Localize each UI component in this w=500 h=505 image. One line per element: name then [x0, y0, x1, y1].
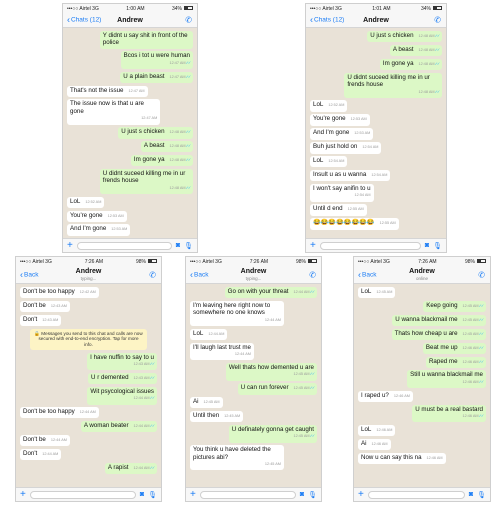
message-time: 12:48 AM ✓✓ [419, 62, 439, 66]
message-text: Y didnt u say shit in front of the police [102, 32, 188, 47]
contact-status: typing... [245, 276, 262, 281]
contact-title: Andrew [363, 16, 389, 24]
phone-icon[interactable]: ✆ [434, 15, 441, 25]
outgoing-message[interactable] [87, 353, 157, 371]
message-text: Don't be [23, 301, 46, 309]
message-text: LoL [361, 425, 372, 433]
incoming-message[interactable] [190, 411, 243, 422]
chat-screen-5 [353, 256, 491, 502]
incoming-message[interactable] [310, 156, 347, 167]
incoming-message[interactable] [358, 425, 395, 436]
phone-icon[interactable]: ✆ [185, 15, 192, 25]
message-time: 12:45 AM ✓✓ [229, 371, 314, 378]
message-time: 12:45 AM ✓✓ [463, 304, 483, 308]
incoming-message[interactable] [20, 407, 99, 418]
carrier-label: •••○○ Airtel 3G [20, 258, 52, 265]
battery-percent: 34% [171, 5, 182, 12]
outgoing-message[interactable] [392, 329, 486, 340]
message-text: U must be a real bastard [415, 405, 483, 413]
contact-name[interactable] [186, 268, 321, 281]
message-text: Raped me [428, 357, 458, 365]
camera-icon[interactable]: ◙ [468, 491, 474, 498]
incoming-message[interactable] [358, 453, 446, 464]
message-time: 12:47 AM ✓✓ [170, 75, 190, 79]
message-time: 12:53 AM [350, 117, 367, 122]
message-time: 12:48 AM ✓✓ [419, 48, 439, 52]
message-time: 12:52 AM [328, 103, 345, 108]
message-text: A beast [143, 142, 165, 150]
contact-title: Andrew [117, 16, 143, 24]
message-text: LoL [70, 197, 81, 205]
message-time: 12:48 AM ✓✓ [347, 89, 439, 96]
incoming-message[interactable] [67, 86, 148, 97]
battery-icon [477, 259, 486, 263]
message-time: 12:46 AM ✓✓ [410, 379, 483, 386]
contact-name[interactable] [306, 14, 446, 25]
message-time: 12:53 AM [111, 227, 128, 232]
chat-header [16, 266, 161, 284]
back-label: Chats (12) [314, 16, 345, 24]
incoming-message[interactable] [190, 397, 223, 408]
battery-indicator [296, 259, 317, 265]
message-text: Now u can say this na [361, 453, 422, 461]
composer-bar [63, 238, 197, 252]
battery-percent: 98% [135, 258, 146, 265]
mic-icon[interactable]: 🎙 [308, 491, 317, 499]
incoming-message[interactable] [190, 301, 284, 326]
outgoing-message[interactable] [426, 357, 486, 368]
chat-header [186, 266, 321, 284]
camera-icon[interactable]: ◙ [424, 242, 430, 249]
message-time: 12:43 AM ✓✓ [90, 361, 154, 368]
message-text: Im gone ya [133, 155, 165, 163]
message-text: I raped u? [361, 391, 389, 399]
outgoing-message[interactable] [226, 363, 317, 381]
message-text: Insult u as u wanna [313, 170, 367, 178]
message-text: And I'm gone [70, 225, 107, 233]
message-text: U didnt suceed killing me in ur frends house [347, 73, 430, 89]
message-input[interactable] [30, 491, 136, 499]
outgoing-message[interactable] [407, 370, 486, 388]
clock-time: 1:00 AM [126, 5, 145, 12]
battery-icon [184, 6, 193, 10]
back-label: Back [194, 271, 209, 278]
message-text: A rapist [107, 463, 129, 471]
message-time: 12:55 AM [347, 207, 364, 212]
outgoing-message[interactable] [131, 155, 193, 166]
incoming-message[interactable] [358, 439, 391, 450]
message-text: LoL [313, 101, 324, 109]
mic-icon[interactable]: 🎙 [477, 491, 486, 499]
incoming-message[interactable] [20, 449, 61, 460]
status-bar [63, 4, 197, 13]
message-text: Ai [193, 398, 199, 406]
contact-status: typing... [80, 276, 97, 281]
message-time: 12:44 AM [50, 437, 67, 442]
message-text: U a plain beast [123, 72, 165, 80]
phone-icon[interactable]: ✆ [309, 270, 316, 279]
message-text: Bcos i tot u were human [123, 52, 190, 60]
message-text: U r demented [91, 373, 129, 381]
contact-name[interactable] [354, 268, 490, 281]
battery-icon [308, 259, 317, 263]
message-time: 12:45 AM ✓✓ [463, 318, 483, 322]
outgoing-message[interactable] [100, 31, 193, 49]
outgoing-message[interactable] [423, 343, 486, 354]
incoming-message[interactable] [310, 184, 374, 202]
status-bar [16, 257, 161, 266]
battery-percent: 98% [295, 258, 306, 265]
message-text: Go on with your threat [227, 288, 289, 295]
message-text: Wit psycological issues [90, 387, 154, 395]
composer-bar [16, 487, 161, 501]
outgoing-message[interactable] [380, 59, 442, 70]
incoming-message[interactable] [310, 170, 390, 181]
incoming-message[interactable] [20, 287, 99, 298]
battery-icon [148, 259, 157, 263]
battery-percent: 34% [420, 5, 431, 12]
message-time: 12:44 AM ✓✓ [134, 466, 154, 470]
chat-header [306, 13, 446, 28]
outgoing-message[interactable] [100, 169, 193, 194]
phone-icon[interactable]: ✆ [149, 270, 156, 279]
message-text: Until d end [313, 205, 343, 213]
plus-icon[interactable]: + [310, 239, 316, 251]
outgoing-message[interactable] [238, 383, 317, 394]
message-input[interactable] [77, 242, 172, 250]
clock-time: 7:26 AM [418, 258, 437, 265]
contact-title: Andrew [409, 268, 435, 275]
message-time: 12:44 AM ✓✓ [134, 424, 154, 428]
outgoing-message[interactable] [225, 287, 317, 298]
incoming-message[interactable] [67, 224, 130, 235]
outgoing-message[interactable] [392, 315, 486, 326]
chat-screen-4 [185, 256, 322, 502]
message-time: 12:46 AM ✓✓ [463, 346, 483, 350]
chat-header [63, 13, 197, 28]
message-time: 12:53 AM [354, 131, 371, 136]
incoming-message[interactable] [310, 114, 370, 125]
message-time: 12:42 AM [79, 290, 96, 294]
message-text: Don't be too happy [23, 408, 75, 416]
outgoing-message[interactable] [81, 421, 157, 432]
clock-time: 7:26 AM [84, 258, 104, 265]
clock-time: 1:01 AM [372, 5, 391, 12]
chevron-left-icon: ‹ [67, 14, 70, 25]
message-time: 12:46 AM ✓✓ [415, 413, 483, 420]
contact-name[interactable] [63, 14, 197, 25]
incoming-message[interactable] [67, 197, 104, 208]
mic-icon[interactable]: 🎙 [184, 242, 193, 250]
message-list[interactable] [186, 287, 321, 485]
incoming-message[interactable] [310, 218, 399, 229]
contact-title: Andrew [75, 268, 102, 275]
mic-icon[interactable]: 🎙 [148, 491, 157, 499]
message-time: 12:48 AM ✓✓ [170, 130, 190, 134]
status-bar [186, 257, 321, 266]
message-time: 12:54 AM [354, 193, 371, 198]
incoming-message[interactable] [310, 128, 373, 139]
back-label: Back [24, 271, 39, 278]
battery-indicator [465, 259, 486, 265]
message-time: 12:46 AM ✓✓ [463, 360, 483, 364]
plus-icon[interactable]: + [67, 239, 73, 251]
message-text: Until then [193, 411, 220, 419]
message-list[interactable] [63, 31, 197, 236]
outgoing-message[interactable] [344, 73, 442, 98]
outgoing-message[interactable] [412, 405, 486, 423]
message-time: 12:44 AM ✓✓ [90, 395, 154, 402]
battery-icon [433, 6, 442, 10]
message-text: You're gone [313, 115, 346, 123]
chat-screen-1 [62, 3, 198, 253]
incoming-message[interactable] [190, 445, 284, 470]
outgoing-message[interactable] [118, 127, 193, 138]
message-time: 12:43 AM [42, 317, 59, 322]
message-text: I'll laugh last trust me [193, 343, 251, 351]
message-time: 12:55 AM [379, 221, 396, 226]
chat-screen-2 [305, 3, 447, 253]
message-text: You think u have deleted the pictures abi? [193, 446, 271, 461]
message-text: U just s chicken [121, 128, 165, 136]
message-time: 12:44 AM [208, 331, 225, 336]
message-time: 12:43 AM ✓✓ [134, 376, 154, 380]
phone-icon[interactable]: ✆ [478, 270, 485, 279]
battery-percent: 98% [464, 258, 475, 265]
message-time: 12:54 AM [371, 172, 388, 177]
composer-bar [306, 238, 446, 252]
message-time: 12:44 AM ✓✓ [294, 290, 314, 294]
message-time: 12:48 AM ✓✓ [419, 34, 439, 38]
outgoing-message[interactable] [120, 72, 193, 83]
outgoing-message[interactable] [87, 387, 157, 405]
composer-bar [186, 487, 321, 501]
clock-time: 7:26 AM [249, 258, 269, 265]
incoming-message[interactable] [358, 391, 413, 402]
message-time: 12:44 AM [79, 410, 96, 415]
status-bar [354, 257, 490, 266]
camera-icon[interactable]: ◙ [139, 491, 145, 498]
incoming-message[interactable] [20, 315, 61, 326]
carrier-label: •••○○ Airtel 3G [67, 5, 99, 12]
incoming-message[interactable] [310, 100, 347, 111]
battery-indicator [421, 6, 442, 12]
message-text: I'm leaving here right now to somewhere no one knows [193, 301, 271, 317]
composer-bar [354, 487, 490, 501]
plus-icon[interactable]: + [358, 488, 364, 500]
plus-icon[interactable]: + [190, 488, 196, 500]
message-time: 12:54 AM [362, 145, 379, 150]
message-text: Buh just hold on [313, 143, 358, 151]
incoming-message[interactable] [358, 287, 395, 298]
message-text: Don't be too happy [23, 288, 75, 295]
back-label: Chats (12) [71, 16, 102, 24]
plus-icon[interactable]: + [20, 488, 26, 500]
message-text: U definately gonna get caught [231, 425, 314, 433]
outgoing-message[interactable] [88, 373, 157, 384]
message-time: 12:45 AM ✓✓ [463, 332, 483, 336]
message-time: 12:44 AM [42, 451, 59, 456]
message-text: A woman beater [83, 421, 129, 429]
message-text: I have nuffin to say to u [90, 353, 154, 361]
message-time: 12:48 AM ✓✓ [103, 185, 190, 192]
chat-header [354, 266, 490, 284]
message-text: Im gone ya [382, 59, 414, 67]
contact-title: Andrew [240, 268, 267, 275]
message-text: Well thats how demented u are [228, 363, 314, 371]
message-input[interactable] [368, 491, 465, 499]
message-time: 12:45 AM [224, 413, 241, 418]
message-time: 12:47 AM [128, 88, 145, 93]
message-text: U just s chicken [370, 32, 414, 39]
message-time: 12:47 AM [141, 116, 158, 121]
message-list[interactable] [354, 287, 490, 485]
outgoing-message[interactable] [229, 425, 317, 443]
mic-icon[interactable]: 🎙 [433, 242, 442, 250]
message-text: LoL [313, 157, 324, 165]
contact-name[interactable] [16, 268, 161, 281]
message-text: A beast [392, 45, 414, 53]
message-time: 12:47 AM ✓✓ [124, 60, 190, 67]
message-text: The issue now is that u are gone [70, 100, 144, 115]
contact-status: online [415, 276, 428, 281]
message-time: 12:48 AM ✓✓ [170, 144, 190, 148]
message-text: I won't say anifin to u [313, 184, 371, 192]
message-text: Thats how cheap u are [394, 329, 458, 337]
carrier-label: •••○○ Airtel 3G [190, 258, 222, 265]
message-text: U can run forever [240, 384, 289, 392]
incoming-message[interactable] [190, 329, 227, 340]
chat-screen-3 [15, 256, 162, 502]
message-time: 12:46 AM [376, 427, 393, 432]
chevron-left-icon: ‹ [358, 269, 361, 279]
message-text: Don't [23, 315, 38, 323]
battery-indicator [136, 259, 157, 265]
incoming-message[interactable] [310, 204, 367, 215]
encryption-notice[interactable]: 🔒 Messages you send to this chat and calls are now secured with end-to-end encryption. Tap for more info. [30, 329, 147, 350]
message-text: Still u wanna blackmail me [410, 371, 483, 379]
message-text: Ai [361, 439, 367, 447]
outgoing-message[interactable] [141, 141, 193, 152]
message-time: 12:45 AM [264, 462, 281, 466]
message-time: 12:46 AM [426, 455, 443, 460]
message-text: Beat me up [425, 343, 458, 351]
message-time: 12:45 AM [376, 290, 393, 294]
message-text: That's not the issue [70, 86, 124, 94]
message-text: And I'm gone [313, 129, 350, 137]
carrier-label: •••○○ Airtel 3G [358, 258, 390, 265]
chevron-left-icon: ‹ [310, 14, 313, 25]
message-text: LoL [193, 329, 204, 337]
outgoing-message[interactable] [390, 45, 442, 56]
outgoing-message[interactable] [423, 301, 486, 312]
incoming-message[interactable] [20, 301, 70, 312]
message-time: 12:44 AM [234, 351, 251, 356]
message-time: 12:46 AM [371, 441, 388, 446]
chevron-left-icon: ‹ [190, 269, 193, 279]
incoming-message[interactable] [67, 99, 160, 124]
carrier-label: •••○○ Airtel 3G [310, 5, 342, 12]
chevron-left-icon: ‹ [20, 269, 23, 279]
message-time: 12:45 AM ✓✓ [232, 433, 314, 440]
incoming-message[interactable] [190, 343, 254, 361]
incoming-message[interactable] [310, 142, 381, 153]
message-input[interactable] [200, 491, 296, 499]
camera-icon[interactable]: ◙ [175, 242, 181, 249]
message-time: 12:43 AM [50, 303, 67, 308]
message-time: 12:45 AM ✓✓ [294, 386, 314, 390]
message-time: 12:52 AM [85, 199, 102, 204]
message-text: You're gone [70, 211, 103, 219]
battery-indicator [172, 6, 193, 12]
message-time: 12:54 AM [328, 159, 345, 164]
outgoing-message[interactable] [121, 51, 193, 69]
message-text: Don't be [23, 435, 46, 443]
message-text: 😂😂😂😂😂😂😂😂 [313, 219, 375, 227]
camera-icon[interactable]: ◙ [299, 491, 305, 498]
message-list[interactable] [16, 287, 161, 485]
message-text: LoL [361, 288, 372, 295]
message-text: Keep going [426, 301, 458, 309]
message-time: 12:46 AM [393, 393, 410, 398]
message-time: 12:44 AM [264, 317, 281, 322]
outgoing-message[interactable] [105, 463, 157, 474]
message-time: 12:48 AM ✓✓ [170, 158, 190, 162]
incoming-message[interactable] [67, 211, 127, 222]
message-text: U wanna blackmail me [395, 315, 458, 323]
message-text: U didnt suceed killing me in ur frends house [102, 169, 186, 185]
outgoing-message[interactable] [367, 31, 442, 42]
back-label: Back [362, 271, 377, 278]
message-text: Don't [23, 449, 38, 457]
message-list[interactable] [306, 31, 446, 236]
message-input[interactable] [320, 242, 421, 250]
incoming-message[interactable] [20, 435, 70, 446]
status-bar [306, 4, 446, 13]
message-time: 12:53 AM [107, 213, 124, 218]
message-time: 12:45 AM [203, 400, 220, 405]
